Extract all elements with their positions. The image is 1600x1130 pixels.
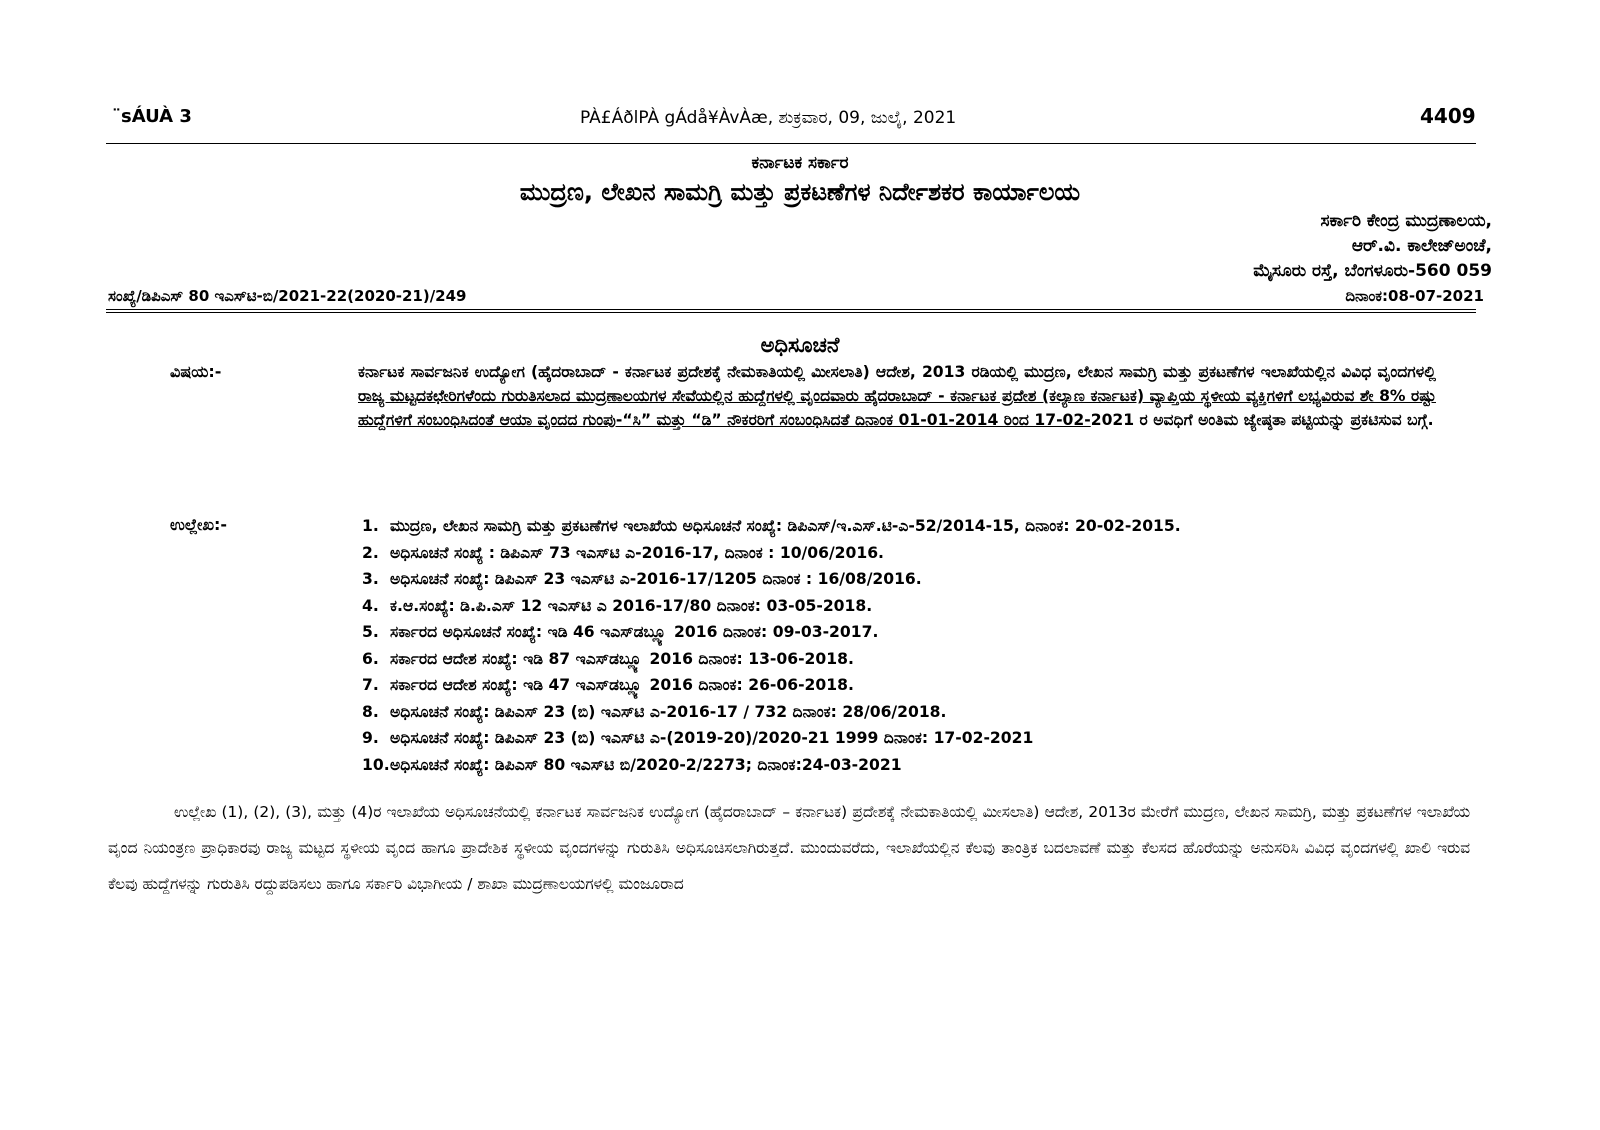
reference-item: [362, 513, 1442, 540]
address-line-3: ಮೈಸೂರು ರಸ್ತೆ, ಬೆಂಗಳೂರು-560 059: [1253, 261, 1492, 281]
reference-text: ಅಧಿಸೂಚನೆ ಸಂಖ್ಯೆ: ಡಿಪಿಎಸ್ 23 ಇಎಸ್‌ಟಿ ಎ-2016-17/1205 ದಿನಾಂಕ : 16/08/2016.: [390, 570, 922, 588]
reference-text: ಅಧಿಸೂಚನೆ ಸಂಖ್ಯೆ: ಡಿಪಿಎಸ್ 23 (ಬಿ) ಇಎಸ್‌ಟಿ ಎ-(2019-20)/2020-21 1999 ದಿನಾಂಕ: 17-02-2021: [390, 729, 1034, 747]
reference-num: 1.: [362, 517, 379, 535]
government-name: ಕರ್ನಾಟಕ ಸರ್ಕಾರ: [751, 153, 849, 173]
notice-title: ಅಧಿಸೂಚನೆ: [760, 333, 840, 357]
reference-text: ಸರ್ಕಾರದ ಅಧಿಸೂಚನೆ ಸಂಖ್ಯೆ: ಇಡಿ 46 ಇಎಸ್‌ಡಬ್ಲ್ಯೂ 2016 ದಿನಾಂಕ: 09-03-2017.: [390, 623, 879, 641]
reference-num: 6.: [362, 649, 379, 668]
reference-text: ಸರ್ಕಾರದ ಆದೇಶ ಸಂಖ್ಯೆ: ಇಡಿ 87 ಇಎಸ್‌ಡಬ್ಲ್ಯೂ 2016 ದಿನಾಂಕ: 13-06-2018.: [390, 649, 854, 668]
references-label: ಉಲ್ಲೇಖ:-: [170, 515, 228, 534]
reference-text: ಅಧಿಸೂಚನೆ ಸಂಖ್ಯೆ : ಡಿಪಿಎಸ್ 73 ಇಎಸ್‌ಟಿ ಎ-2016-17, ದಿನಾಂಕ : 10/06/2016.: [390, 543, 884, 562]
reference-item: [362, 646, 1442, 673]
double-rule-bottom: [106, 312, 1476, 313]
reference-text: ಕ.ಆ.ಸಂಖ್ಯೆ: ಡಿ.ಪಿ.ಎಸ್ 12 ಇಎಸ್‌ಟಿ ಎ 2016-17/80 ದಿನಾಂಕ: 03-05-2018.: [390, 596, 873, 615]
reference-text: ಸರ್ಕಾರದ ಆದೇಶ ಸಂಖ್ಯೆ: ಇಡಿ 47 ಇಎಸ್‌ಡಬ್ಲ್ಯೂ 2016 ದಿನಾಂಕ: 26-06-2018.: [390, 676, 854, 694]
reference-text: ಅಧಿಸೂಚನೆ ಸಂಖ್ಯೆ: ಡಿಪಿಎಸ್ 80 ಇಎಸ್‌ಟಿ ಬಿ/2020-2/2273; ದಿನಾಂಕ:24-03-2021: [390, 755, 902, 774]
reference-num: 5.: [362, 623, 379, 641]
reference-item: [362, 593, 1442, 620]
reference-text: ಮುದ್ರಣ, ಲೇಖನ ಸಾಮಗ್ರಿ ಮತ್ತು ಪ್ರಕಟಣೆಗಳ ಇಲಾಖೆಯ ಅಧಿಸೂಚನೆ ಸಂಖ್ಯೆ: ಡಿಪಿಎಸ್/ಇ.ಎಸ್.ಟಿ-ಎ-52/2014-15, ದಿನಾಂಕ: 20-02-2015.: [390, 517, 1181, 535]
reference-item: [362, 699, 1442, 726]
subject-underlined: ರಾಜ್ಯ ಮಟ್ಟದಕಛೇರಿಗಳೆಂದು ಗುರುತಿಸಲಾದ ಮುದ್ರಣಾಲಯಗಳ ಸೇವೆಯಲ್ಲಿನ ಹುದ್ದೆಗಳಲ್ಲಿ ವೃಂದವಾರು ಹೈದರಾಬಾದ್ - ಕರ್ನಾಟಕ ಪ್ರದೇಶ (ಕಲ್ಯಾಣ ಕರ್ನಾಟಕ) ವ್ಯಾಪ್ತಿಯ ಸ್ಥಳೀಯ ವ್ಯಕ್ತಿಗಳಿಗೆ ಲಭ್ಯವಿರುವ ಶೇ 8% ರಷ್ಟು ಹುದ್ದೆಗಳಿಗೆ ಸಂಬಂಧಿಸಿದಂತೆ ಆಯಾ ವೃಂದದ ಗುಂಪು-“ಸಿ” ಮತ್ತು “ಡಿ” ನೌಕರರಿಗೆ ಸಂಬಂಧಿಸಿದತೆ ದಿನಾಂಕ 01-01-2014 ರಿಂದ 17-02-: [358, 387, 1436, 429]
reference-num: 7.: [362, 676, 379, 694]
reference-number: ಸಂಖ್ಯೆ/ಡಿಪಿಎಸ್ 80 ಇಎಸ್‌ಟಿ-ಬಿ/2021-22(2020-21)/249: [108, 287, 467, 305]
subject-label: ವಿಷಯ:-: [170, 362, 222, 381]
reference-item: [362, 540, 1442, 567]
header-divider: [106, 143, 1476, 144]
reference-num: 3.: [362, 570, 379, 588]
department-title: ಮುದ್ರಣ, ಲೇಖನ ಸಾಮಗ್ರಿ ಮತ್ತು ಪ್ರಕಟಣೆಗಳ ನಿರ್ದೇಶಕರ ಕಾರ್ಯಾಲಯ: [519, 178, 1081, 206]
reference-num: 4.: [362, 596, 379, 615]
header-gazette-date: PÀ£ÁðlPÀ gÁdå¥ÀvÀæ, ಶುಕ್ರವಾರ, 09, ಜುಲೈ, 2021: [580, 108, 957, 128]
subject-plain: ಕರ್ನಾಟಕ ಸಾರ್ವಜನಿಕ ಉದ್ಯೋಗ (ಹೈದರಾಬಾದ್ - ಕರ್ನಾಟಕ ಪ್ರದೇಶಕ್ಕೆ ನೇಮಕಾತಿಯಲ್ಲಿ ಮೀಸಲಾತಿ) ಆದೇಶ, 2013 ರಡಿಯಲ್ಲಿ ಮುದ್ರಣ, ಲೇಖನ ಸಾಮಗ್ರಿ ಮತ್ತು ಪ್ರಕಟಣೆಗಳ ಇಲಾಖೆಯಲ್ಲಿನ ವಿವಿಧ ವೃಂದಗಳಲ್ಲಿ: [358, 363, 1436, 381]
subject-text: [358, 360, 1436, 432]
reference-item: [362, 672, 1442, 699]
body-paragraph: ಉಲ್ಲೇಖ (1), (2), (3), ಮತ್ತು (4)ರ ಇಲಾಖೆಯ ಅಧಿಸೂಚನೆಯಲ್ಲಿ ಕರ್ನಾಟಕ ಸಾರ್ವಜನಿಕ ಉದ್ಯೋಗ (ಹೈದರಾಬಾದ್ – ಕರ್ನಾಟಕ) ಪ್ರದೇಶಕ್ಕೆ ನೇಮಕಾತಿಯಲ್ಲಿ ಮೀಸಲಾತಿ) ಆದೇಶ, 2013ರ ಮೇರೆಗೆ ಮುದ್ರಣ, ಲೇಖನ ಸಾಮಗ್ರಿ, ಮತ್ತು ಪ್ರಕಟಣೆಗಳ ಇಲಾಖೆಯ ವೃಂದ ನಿಯಂತ್ರಣ ಪ್ರಾಧಿಕಾರವು ರಾಜ್ಯ ಮಟ್ಟದ ಸ್ಥಳೀಯ ವೃಂದ ಹಾಗೂ ಪ್ರಾದೇಶಿಕ ಸ್ಥಳೀಯ ವೃಂದಗಳನ್ನು ಗುರುತಿಸಿ ಅಧಿಸೂಚಿಸಲಾಗಿರುತ್ತದೆ. ಮುಂದುವರೆದು, ಇಲಾಖೆಯಲ್ಲಿನ ಕೆಲವು ತಾಂತ್ರಿಕ ಬದಲಾವಣೆ ಮತ್ತು ಕೆಲಸದ ಹೊರೆಯನ್ನು ಅನುಸರಿಸಿ ವಿವಿಧ ವೃಂದಗಳಲ್ಲಿ ಖಾಲಿ ಇರುವ ಕೆಲವು ಹುದ್ದೆಗಳನ್ನು ಗುರುತಿಸಿ ರದ್ದುಪಡಿಸಲು ಹಾಗೂ ಸರ್ಕಾರಿ ವಿಭಾಗೀಯ / ಶಾಖಾ ಮುದ್ರಣಾಲಯಗಳಲ್ಲಿ ಮಂಜೂರಾದ: [108, 803, 1470, 893]
address-line-1: ಸರ್ಕಾರಿ ಕೇಂದ್ರ ಮುದ್ರಣಾಲಯ,: [1320, 211, 1492, 231]
reference-text: ಅಧಿಸೂಚನೆ ಸಂಖ್ಯೆ: ಡಿಪಿಎಸ್ 23 (ಬಿ) ಇಎಸ್‌ಟಿ ಎ-2016-17 / 732 ದಿನಾಂಕ: 28/06/2018.: [390, 702, 947, 721]
header-part-code: ¨sÁUÀ 3: [112, 106, 192, 127]
reference-item: [362, 725, 1442, 752]
reference-num: 9.: [362, 729, 379, 747]
address-line-2: ಆರ್.ವಿ. ಕಾಲೇಜ್‌ಅಂಚೆ,: [1351, 236, 1492, 256]
references-list: [362, 513, 1442, 778]
subject-end: 2021 ರ ಅವಧಿಗೆ ಅಂತಿಮ ಜ್ಯೇಷ್ಠತಾ ಪಟ್ಟಿಯನ್ನು ಪ್ರಕಟಿಸುವ ಬಗ್ಗೆ.: [1090, 411, 1434, 429]
header-page-number: 4409: [1420, 104, 1476, 128]
reference-num: 10.: [362, 755, 390, 774]
reference-num: 8.: [362, 702, 379, 721]
reference-item: [362, 752, 1442, 779]
reference-item: [362, 619, 1442, 646]
notice-date: ದಿನಾಂಕ:08-07-2021: [1345, 287, 1484, 305]
reference-num: 2.: [362, 543, 379, 562]
reference-item: [362, 566, 1442, 593]
double-rule-top: [106, 309, 1476, 310]
